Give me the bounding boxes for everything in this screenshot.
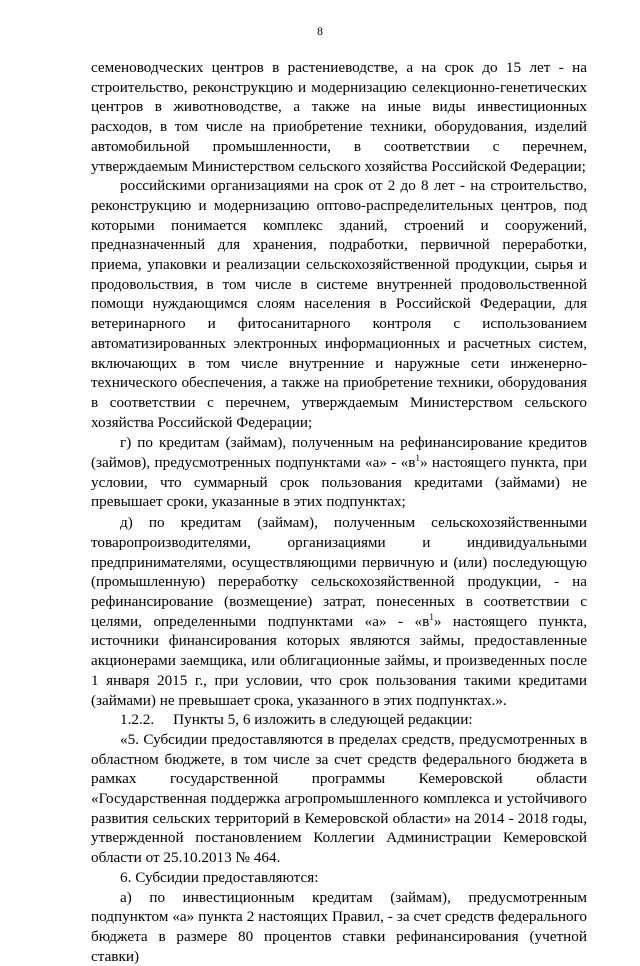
paragraph-clause-6a: а) по инвестиционным кредитам (займам), предусмотренным подпунктом «а» пункта 2 настоящих Правил, - за счет средств федерального бюджета в размере 80 процентов ставки рефинансирования (учетной ставки) xyxy=(91,888,587,965)
paragraph-investment-terms: семеноводческих центров в растениеводстве, а на срок до 15 лет - на строительство, реконструкцию и модернизацию селекционно-генетических центров в животноводстве, а также на иные виды инвестиционных расходов, в том числе на приобретение техники, оборудования, изделий автомобильной промышленности, в соответствии с перечнем, утверждаемым Министерством сельского хозяйства Российской Федерации; xyxy=(91,59,587,175)
document-body xyxy=(91,58,587,966)
page-number: 8 xyxy=(317,26,323,38)
paragraph-section-1-2-2: 1.2.2. Пункты 5, 6 изложить в следующей редакции: xyxy=(120,711,473,729)
paragraph-wholesale-centers: российскими организациями на срок от 2 до 8 лет - на строительство, реконструкцию и модернизацию оптово-распределительных центров, под которыми понимается комплекс зданий, строений и сооружений, предназначенный для хранения, подработки, первичной переработки, приема, упаковки и реализации сельскохозяйственной продукции, сырья и продовольствия, в том числе в системе внутренней продовольственной помощи нуждающимся слоям населения в Российской Федерации, для ветеринарного и фитосанитарного контроля с использованием автоматизированных электронных информационных и расчетных систем, включающих в том числе внутренние и наружные сети инженерно-технического обеспечения, а также на приобретение техники, оборудования в соответствии с перечнем, утверждаемым Министерством сельского хозяйства Российской Федерации; xyxy=(91,177,587,431)
paragraph-clause-5: «5. Субсидии предоставляются в пределах средств, предусмотренных в областном бюджете, в том числе за счет средств федерального бюджета в рамках государственной программы Кемеровской области «Государственная поддержка агропромышленного комплекса и устойчивого развития сельских территорий в Кемеровской области» на 2014 - 2018 годы, утвержденной постановлением Коллегии Администрации Кемеровской области от 25.10.2013 № 464. xyxy=(91,730,587,867)
paragraph-clause-6: 6. Субсидии предоставляются: xyxy=(120,868,319,886)
paragraph-refinancing-g: г) по кредитам (займам), полученным на рефинансирование кредитов (займов), предусмотренных подпунктами «а» - «$в^1$» настоящего пункта, при условии, что суммарный срок пользования кредитами (займами) не превышает сроки, указанные в этих подпунктах; xyxy=(91,434,587,511)
paragraph-refinancing-d: д) по кредитам (займам), полученным сельскохозяйственными товаропроизводителями, организациями и индивидуальными предпринимателями, осуществляющими первичную и (или) последующую (промышленную) переработку сельскохозяйственной продукции, - на рефинансирование (возмещение) затрат, понесенных в соответствии с целями, определенными подпунктами «а» - «$в^1$» настоящего пункта, источники финансирования которых являются займы, предоставленные акционерами заемщика, или облигационные займы, и произведенных после 1 января 2015 г., при условии, что срок пользования такими кредитами (займами) не превышает срока, указанного в этих подпунктах.». xyxy=(91,514,587,709)
